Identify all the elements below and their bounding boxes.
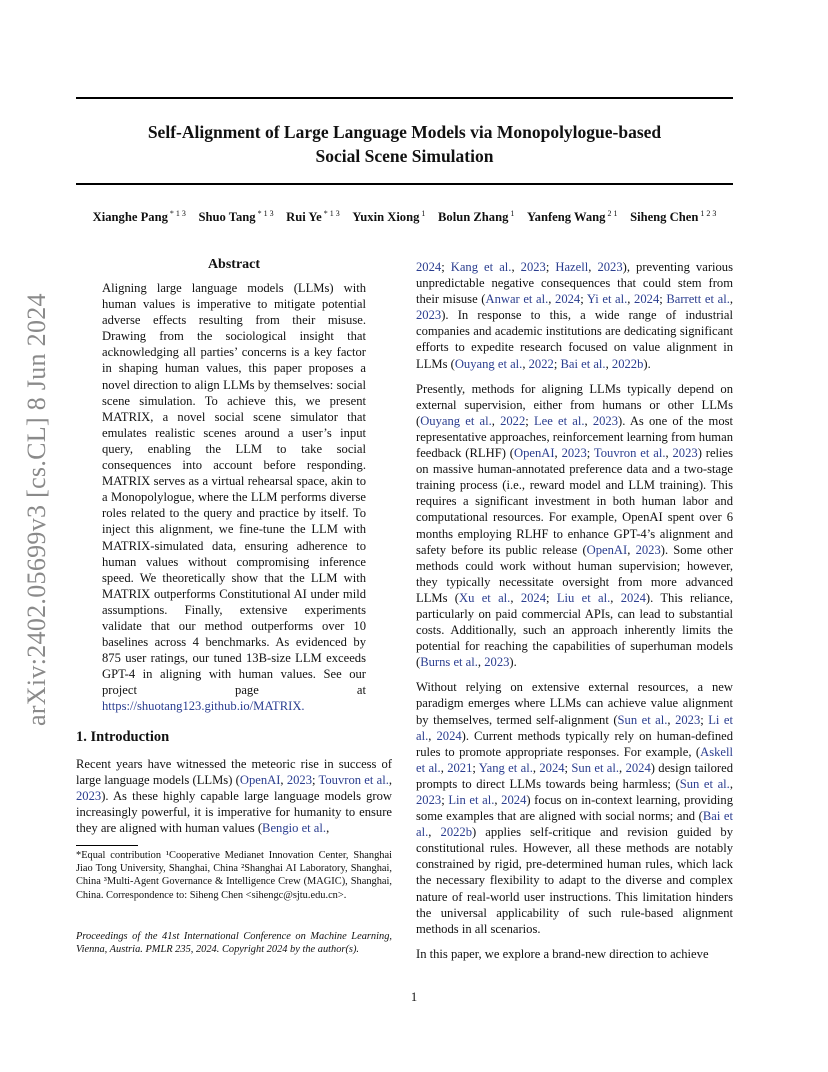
citation-link[interactable]: 2023: [597, 260, 623, 274]
citation-link[interactable]: Ouyang et al.: [420, 413, 492, 428]
project-page-link[interactable]: https://shuotang123.github.io/MATRIX.: [102, 699, 305, 714]
page-number: 1: [410, 990, 418, 1004]
section-heading-introduction: 1. Introduction: [76, 729, 170, 745]
citation-link[interactable]: Kang et al.: [450, 260, 512, 274]
citation-link[interactable]: 2023: [286, 773, 313, 788]
author-affiliation: * 1 3: [255, 209, 274, 218]
citation-link[interactable]: 2024: [620, 590, 646, 605]
citation-link[interactable]: 2024: [501, 793, 527, 807]
author-name: Xianghe Pang $^{* 1 3}$: [92, 209, 186, 225]
citation-link[interactable]: Anwar et al.: [485, 292, 549, 307]
author-name: Rui Ye $^{* 1 3}$: [286, 209, 340, 225]
citation-link[interactable]: 2023: [484, 655, 510, 670]
citation-link[interactable]: Bai et al.: [416, 809, 733, 840]
citation-link[interactable]: 2022: [500, 413, 526, 428]
body-paragraph: Presently, methods for aligning LLMs typically depend on external supervision, either from humans or other LLMs (Ouyang et al., 2022; Lee et al., 2023). As one of the most representative approaches, reinforcement learning from human feedback (RLHF) (OpenAI, 2023; Touvron et al., 2023) relies on massive human-annotated preference data and a two-stage training process (i.e., reward model and LLM training). This requires a significant investment in both human labor and computational resources. For example, OpenAI spent over 6 months employing RLHF to enhance GPT-4’s alignment and safety before its public release (OpenAI, 2023). Some other methods could work without human supervision; however, they typically necessitate oversight from more advanced LLMs (Xu et al., 2024; Liu et al., 2024). This reliance, particularly on paid commercial APIs, can lead to substantial costs. Additionally, such an approach inherently limits the potential for reaching the capabilities of superhuman models (Burns et al., 2023).: [416, 381, 734, 670]
citation-link[interactable]: Sun et al.: [617, 712, 668, 727]
citation-link[interactable]: 2022: [528, 356, 554, 371]
title-line-1: Self-Alignment of Large Language Models via Monopolylogue-based: [147, 122, 662, 142]
citation-link[interactable]: 2022b: [440, 825, 472, 840]
citation-link[interactable]: 2023: [561, 446, 587, 461]
citation-link[interactable]: Lin et al.: [448, 793, 495, 807]
citation-link[interactable]: Hazell: [555, 260, 589, 274]
author-name: Shuo Tang $^{* 1 3}$: [198, 209, 274, 225]
citation-link[interactable]: 2024: [634, 292, 660, 307]
author-affiliation: 1: [419, 209, 426, 218]
author-name: Siheng Chen $^{1 2 3}$: [630, 209, 717, 225]
author-affiliation: 1: [508, 209, 515, 218]
citation-link[interactable]: 2023: [635, 542, 661, 557]
citation-link[interactable]: 2024: [520, 590, 546, 605]
citation-link[interactable]: Bengio et al.: [262, 821, 327, 836]
citation-link[interactable]: Lee et al.: [533, 413, 585, 428]
citation-link[interactable]: 2023: [416, 308, 442, 323]
citation-link[interactable]: 2023: [672, 446, 698, 461]
citation-link[interactable]: Li et al.: [416, 712, 733, 743]
intro-paragraph: Recent years have witnessed the meteoric rise in success of large language models (LLMs) (OpenAI, 2023; Touvron et al., 2023). As these highly capable large language models grow increasingly powerful, it is imperative for humanity to ensure they are aligned with human values (Bengio et al.,: [76, 757, 393, 836]
citation-link[interactable]: OpenAI: [239, 773, 281, 788]
body-paragraph: In this paper, we explore a brand-new direction to achieve: [416, 946, 709, 961]
abstract-text: Aligning large language models (LLMs) with human values is imperative to mitigate potential adverse effects resulting from their misuse. Drawing from the sociological insight that acknowledging all parties’ concerns is a key factor in shaping human values, this paper proposes a novel direction to align LLMs by themselves: social scene simulation. To achieve this, we present MATRIX, a novel social scene simulator that emulates realistic scenes around a user’s input query, enabling the LLM to take social consequences into account before responding. MATRIX serves as a virtual rehearsal space, akin to a Monopolylogue, where the LLM performs diverse roles related to the query and practice by itself. To inject this alignment, we fine-tune the LLM with MATRIX-simulated data, ensuring adherence to human values without compromising inference speed. We theoretically show that the LLM with MATRIX outperforms Constitutional AI under mild assumptions. Finally, extensive experiments validate that our method outperforms over 10 baselines across 4 benchmarks. As evidenced by 875 user ratings, our tuned 13B-size LLM exceeds GPT-4 in aligning with human values. See our project page at: [102, 281, 366, 698]
author-name: Yanfeng Wang $^{2 1}$: [526, 209, 618, 225]
citation-link[interactable]: Sun et al.: [679, 776, 730, 791]
author-name: Bolun Zhang $^1$: [438, 209, 515, 225]
author-affiliation: * 1 3: [167, 209, 186, 218]
footnote: *Equal contribution ¹Cooperative Medianet Innovation Center, Shanghai Jiao Tong University, Shanghai, China ²Shanghai AI Laboratory, Shanghai, China ³Multi-Agent Governance & Intelligence Crew (MAGIC), Shanghai, China. Correspondence to: Siheng Chen <sihengc@sjtu.edu.cn>.: [76, 850, 392, 901]
citation-link[interactable]: Barrett et al.: [666, 292, 730, 307]
arxiv-stamp: arXiv:2402.05699v3 [cs.CL] 8 Jun 2024: [22, 293, 51, 726]
author-affiliation: 1 2 3: [698, 209, 717, 218]
abstract-body: [102, 280, 366, 715]
citation-link[interactable]: 2022b: [611, 356, 644, 371]
citation-link[interactable]: 2023: [520, 260, 546, 274]
author-affiliation: 2 1: [605, 209, 618, 218]
footnote-rule: [76, 845, 138, 846]
author-list: [76, 209, 733, 225]
paper-title: [76, 120, 733, 168]
citation-link[interactable]: Yang et al.: [478, 760, 533, 775]
body-paragraph: Without relying on extensive external resources, a new paradigm emerges where LLMs can achieve value alignment by themselves, termed self-alignment (Sun et al., 2023; Li et al., 2024). Current methods typically rely on human-defined rules to promote appropriate responses. For example, (Askell et al., 2021; Yang et al., 2024; Sun et al., 2024) design tailored prompts to direct LLMs towards being harmless; (Sun et al., 2023; Lin et al., 2024) focus on in-context learning, providing some examples that are aligned with social norms; and (Bai et al., 2022b) applies self-critique and revision guided by constitutional rules. However, all these methods are notably constrained by rigid, pre-determined human rules, which lack the necessary flexibility to adapt to the diverse and complex nature of real-world user instructions. This limitation hinders the universal applicability of such rule-based alignment methods in all scenarios.: [416, 680, 734, 936]
citation-link[interactable]: 2024: [436, 728, 462, 743]
citation-link[interactable]: 2024: [539, 760, 565, 775]
top-rule: [76, 97, 733, 99]
citation-link[interactable]: 2024: [625, 760, 651, 775]
citation-link[interactable]: 2024: [555, 292, 581, 307]
right-column-text: [416, 259, 733, 971]
citation-link[interactable]: Sun et al.: [571, 760, 620, 775]
citation-link[interactable]: Touvron et al.: [593, 446, 666, 461]
citation-link[interactable]: Ouyang et al.: [454, 356, 523, 371]
citation-link[interactable]: OpenAI: [513, 446, 555, 461]
author-affiliation: * 1 3: [321, 209, 340, 218]
body-paragraph: 2024; Kang et al., 2023; Hazell, 2023), preventing various unpredictable negative consequences that could stem from their misuse (Anwar et al., 2024; Yi et al., 2024; Barrett et al., 2023). In response to this, a wide range of industrial companies and academic institutions are dedicating significant efforts to expedite research focused on value alignment in LLMs (Ouyang et al., 2022; Bai et al., 2022b).: [416, 260, 734, 371]
citation-link[interactable]: 2021: [447, 760, 473, 775]
citation-link[interactable]: 2024: [416, 260, 442, 274]
citation-link[interactable]: Xu et al.: [459, 590, 511, 605]
abstract-heading: Abstract: [207, 257, 261, 272]
citation-link[interactable]: Bai et al.: [560, 356, 606, 371]
citation-link[interactable]: Yi et al.: [586, 292, 628, 307]
citation-link[interactable]: Askell et al.: [416, 744, 733, 775]
proceedings-note: [76, 930, 392, 956]
citation-link[interactable]: Liu et al.: [556, 590, 611, 605]
title-bottom-rule: [76, 183, 733, 185]
title-line-2: Social Scene Simulation: [315, 146, 494, 166]
citation-link[interactable]: 2023: [592, 413, 618, 428]
citation-link[interactable]: 2023: [675, 712, 701, 727]
citation-link[interactable]: Touvron et al.: [318, 773, 389, 788]
citation-link[interactable]: 2023: [76, 789, 102, 804]
author-name: Yuxin Xiong $^1$: [352, 209, 426, 225]
citation-link[interactable]: 2023: [416, 793, 442, 807]
proceedings-text: Proceedings of the 41st International Conference on Machine Learning, Vienna, Austria. PMLR 235, 2024. Copyright 2024 by the author(s).: [76, 931, 392, 956]
intro-left-text: [76, 756, 392, 845]
citation-link[interactable]: OpenAI: [586, 542, 628, 557]
citation-link[interactable]: Burns et al.: [420, 655, 478, 670]
